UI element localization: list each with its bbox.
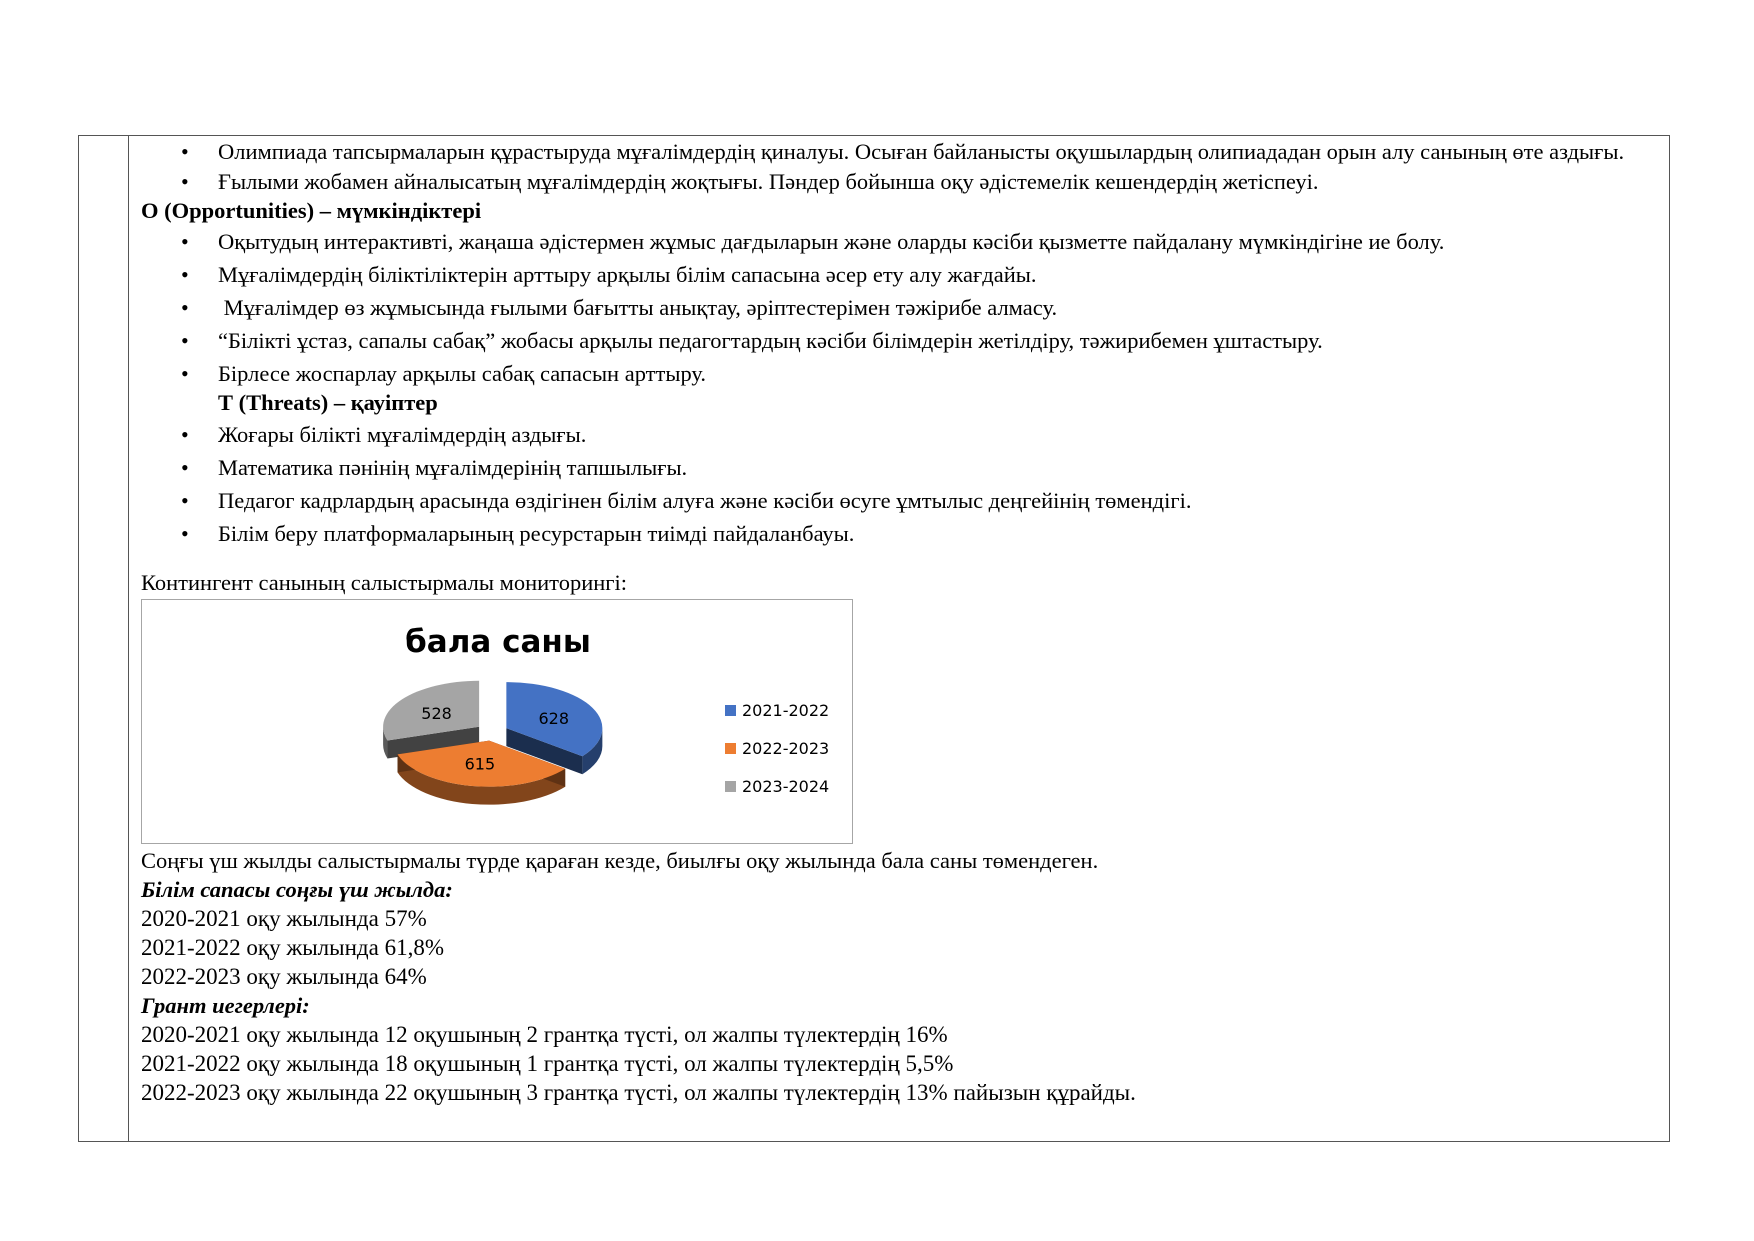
list-item: • Бірлесе жоспарлау арқылы сабақ сапасын арттыру.: [141, 359, 1641, 388]
quality-line: 2020-2021 оқу жылында 57%: [141, 906, 427, 931]
threats-heading: Т (Threats) – қауіптер: [218, 390, 438, 415]
table-content-cell: [141, 138, 1641, 1107]
list-item: • Білім беру платформаларының ресурстарын тиімді пайдаланбауы.: [141, 519, 1641, 548]
grant-line: 2021-2022 оқу жылында 18 оқушының 1 грантқа түсті, ол жалпы түлектердің 5,5%: [141, 1051, 954, 1076]
legend-label: 2022-2023: [742, 739, 830, 758]
pie-chart-svg: [142, 600, 854, 845]
data-label: 528: [421, 704, 452, 724]
threats-list: [141, 420, 1641, 548]
pie-chart: [141, 599, 853, 844]
legend-swatch: [725, 781, 736, 792]
list-item: • Ғылыми жобамен айналысатың мұғалімдердің жоқтығы. Пәндер бойынша оқу әдістемелік кешендердің жетіспеуі.: [141, 167, 1641, 196]
data-label: 615: [464, 754, 496, 774]
document-table: [78, 135, 1670, 1142]
legend-label: 2021-2022: [742, 701, 830, 720]
list-item: • Математика пәнінің мұғалімдерінің тапшылығы.: [141, 453, 1641, 482]
data-label: 628: [538, 708, 570, 728]
grant-line: 2020-2021 оқу жылында 12 оқушының 2 грантқа түсті, ол жалпы түлектердің 16%: [141, 1022, 948, 1047]
opportunities-list: [141, 227, 1641, 388]
chart-title: бала саны: [405, 624, 591, 660]
legend-swatch: [725, 705, 736, 716]
list-item: • Педагог кадрлардың арасында өздігінен білім алуға және кәсіби өсуге ұмтылыс деңгейінің төмендігі.: [141, 486, 1641, 515]
quality-heading: Білім сапасы соңғы үш жылда:: [141, 877, 453, 902]
grants-heading: Грант иегерлері:: [141, 993, 310, 1018]
opportunities-heading: О (Opportunities) – мүмкіндіктері: [141, 198, 482, 223]
quality-line: 2021-2022 оқу жылында 61,8%: [141, 935, 444, 960]
legend-label: 2023-2024: [742, 777, 830, 796]
list-item: • Жоғары білікті мұғалімдердің аздығы.: [141, 420, 1641, 449]
grant-line: 2022-2023 оқу жылында 22 оқушының 3 грантқа түсті, ол жалпы түлектердің 13% пайызын құрайды.: [141, 1080, 1136, 1105]
chart-conclusion: Соңғы үш жылды салыстырмалы түрде қараған кезде, биылғы оқу жылында бала саны төмендеген.: [141, 848, 1099, 873]
quality-line: 2022-2023 оқу жылында 64%: [141, 964, 427, 989]
list-item: • Мұғалімдердің біліктіліктерін арттыру арқылы білім сапасына әсер ету алу жағдайы.: [141, 260, 1641, 289]
table-left-column: [79, 136, 129, 1141]
list-item: • Олимпиада тапсырмаларын құрастыруда мұғалімдердің қиналуы. Осыған байланысты оқушылардың олипиададан орын алу санының өте аздығы.: [141, 138, 1641, 166]
list-item: • Мұғалімдер өз жұмысында ғылыми бағытты анықтау, әріптестерімен тәжірибе алмасу.: [141, 293, 1641, 322]
weaknesses-list: [141, 138, 1641, 196]
legend-swatch: [725, 743, 736, 754]
list-item: • “Білікті ұстаз, сапалы сабақ” жобасы арқылы педагогтардың кәсіби білімдерін жетілдіру, тәжирибемен ұштастыру.: [141, 326, 1641, 355]
monitoring-intro: Контингент санының салыстырмалы мониторингі:: [141, 570, 628, 595]
list-item: • Оқытудың интерактивті, жаңаша әдістермен жұмыс дағдыларын және оларды кәсіби қызметте пайдалану мүмкіндігіне ие болу.: [141, 227, 1641, 256]
